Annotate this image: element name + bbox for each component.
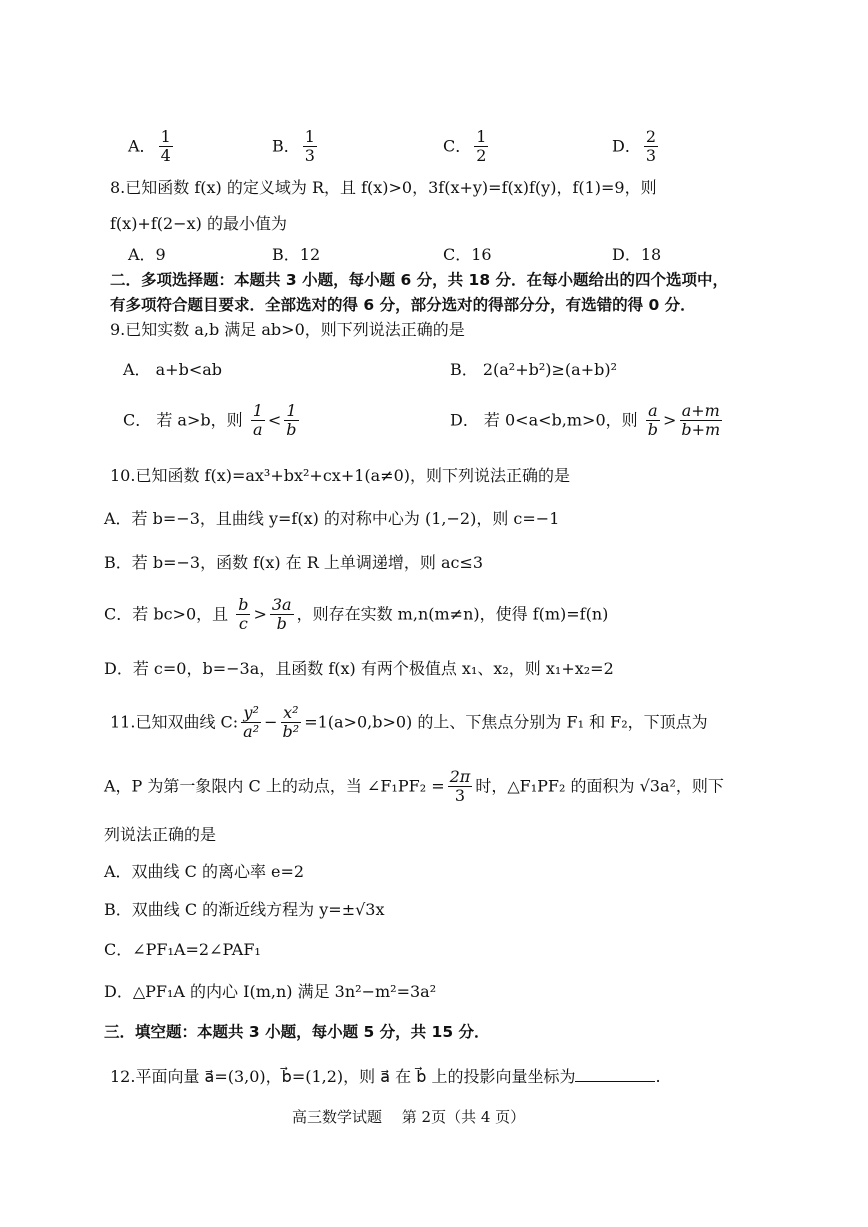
q9-stem: 9.已知实数 a,b 满足 ab>0，则下列说法正确的是 (110, 320, 465, 339)
denominator: b (276, 614, 287, 634)
q8-option-b: B．12 (272, 245, 321, 264)
option-text-tail: ，则存在实数 m,n(m≠n)，使得 f(m)=f(n) (296, 604, 609, 624)
numerator: a (648, 401, 658, 420)
q7-option-c (443, 128, 491, 166)
fraction (646, 402, 660, 440)
q11-stem-line1 (110, 704, 708, 742)
q7-option-a (128, 128, 176, 166)
q9-option-a: A． a+b<ab (123, 360, 223, 379)
q9-option-b: B． 2(a²+b²)≥(a+b)² (450, 360, 618, 379)
stem-text: A，P 为第一象限内 C 上的动点，当 ∠F₁PF₂ = (104, 776, 445, 796)
numerator: 1 (476, 127, 487, 146)
numerator: y² (243, 703, 259, 722)
denominator: 3 (645, 146, 657, 166)
relation: > (662, 410, 677, 430)
option-label: D． (612, 136, 641, 156)
numerator: 2π (449, 767, 471, 786)
q7-option-b (272, 128, 320, 166)
q8-stem-line1: 8.已知函数 f(x) 的定义域为 R，且 f(x)>0，3f(x+y)=f(x)f(y)，f(1)=9，则 (110, 178, 657, 197)
fraction (644, 128, 658, 166)
stem-text-tail: =1(a>0,b>0) 的上、下焦点分别为 F₁ 和 F₂，下顶点为 (304, 712, 708, 732)
period: . (655, 1067, 661, 1086)
q11-option-c: C．∠PF₁A=2∠PAF₁ (104, 940, 261, 959)
fraction (679, 402, 722, 440)
numerator: a+m (681, 401, 720, 420)
relation: < (267, 410, 282, 430)
q8-option-d: D．18 (612, 245, 662, 264)
numerator: 3a (271, 595, 292, 614)
stem-text-tail: 时，△F₁PF₂ 的面积为 √3a²，则下 (475, 776, 724, 796)
answer-blank[interactable] (575, 1067, 655, 1082)
q10-option-d: D．若 c=0，b=−3a，且函数 f(x) 有两个极值点 x₁、x₂，则 x₁+x₂=2 (104, 659, 614, 678)
option-text: D． 若 0<a<b,m>0，则 (450, 410, 638, 430)
q9-option-c (123, 402, 302, 440)
option-label: B． (272, 136, 300, 156)
q9-option-d (450, 402, 725, 440)
fraction (281, 704, 302, 742)
numerator: 2 (645, 127, 657, 146)
q10-option-b: B．若 b=−3，函数 f(x) 在 R 上单调递增，则 ac≤3 (104, 553, 484, 572)
denominator: a² (243, 722, 260, 742)
stem-text: 11.已知双曲线 C: (110, 712, 239, 732)
q8-option-a: A．9 (128, 245, 166, 264)
q11-option-a: A．双曲线 C 的离心率 e=2 (104, 862, 305, 881)
denominator: b (647, 420, 658, 440)
numerator: 1 (286, 401, 297, 420)
fraction (270, 596, 294, 634)
option-text: C． 若 a>b，则 (123, 410, 243, 430)
q10-option-a: A．若 b=−3，且曲线 y=f(x) 的对称中心为 (1,−2)，则 c=−1 (104, 509, 560, 528)
numerator: x² (283, 703, 299, 722)
q11-stem-line2 (104, 768, 724, 806)
fraction (236, 596, 250, 634)
option-text: C．若 bc>0，且 (104, 604, 229, 624)
q11-option-b: B．双曲线 C 的渐近线方程为 y=±√3x (104, 900, 385, 919)
q8-stem-line2: f(x)+f(2−x) 的最小值为 (110, 214, 287, 233)
denominator: b (286, 420, 297, 440)
denominator: b² (282, 722, 300, 742)
fraction (241, 704, 261, 742)
numerator: b (238, 595, 249, 614)
q11-option-d: D．△PF₁A 的内心 I(m,n) 满足 3n²−m²=3a² (104, 982, 437, 1001)
section3-heading: 三．填空题：本题共 3 小题，每小题 5 分，共 15 分． (104, 1023, 490, 1041)
denominator: 3 (454, 786, 466, 806)
numerator: 1 (252, 401, 263, 420)
denominator: 3 (304, 146, 315, 166)
fraction (251, 402, 265, 440)
denominator: b+m (681, 420, 721, 440)
section2-heading-line1: 二．多项选择题：本题共 3 小题，每小题 6 分，共 18 分．在每小题给出的四个选项中， (110, 271, 729, 289)
q8-option-c: C．16 (443, 245, 492, 264)
fraction (474, 128, 488, 166)
minus-sign: − (264, 712, 278, 732)
fraction (284, 402, 298, 440)
denominator: 4 (160, 146, 171, 166)
stem-text: 12.平面向量 a⃗=(3,0)，b⃗=(1,2)，则 a⃗ 在 b⃗ 上的投影向量坐标为 (110, 1067, 576, 1086)
denominator: c (238, 614, 248, 634)
denominator: a (253, 420, 263, 440)
fraction (159, 128, 173, 166)
q11-stem-line3: 列说法正确的是 (104, 825, 217, 844)
q12-stem (110, 1067, 661, 1086)
q7-option-d (612, 128, 661, 166)
denominator: 2 (476, 146, 487, 166)
q10-option-c (104, 596, 608, 634)
page-footer: 高三数学试题 第 2页（共 4 页） (292, 1108, 526, 1126)
numerator: 1 (304, 127, 315, 146)
q10-stem: 10.已知函数 f(x)=ax³+bx²+cx+1(a≠0)，则下列说法正确的是 (110, 466, 571, 485)
numerator: 1 (160, 127, 171, 146)
section2-heading-line2: 有多项符合题目要求．全部选对的得 6 分，部分选对的得部分分，有选错的得 0 分． (110, 296, 696, 314)
option-label: C． (443, 136, 472, 156)
fraction (448, 768, 473, 806)
fraction (303, 128, 317, 166)
option-label: A． (128, 136, 156, 156)
relation: > (253, 604, 267, 624)
